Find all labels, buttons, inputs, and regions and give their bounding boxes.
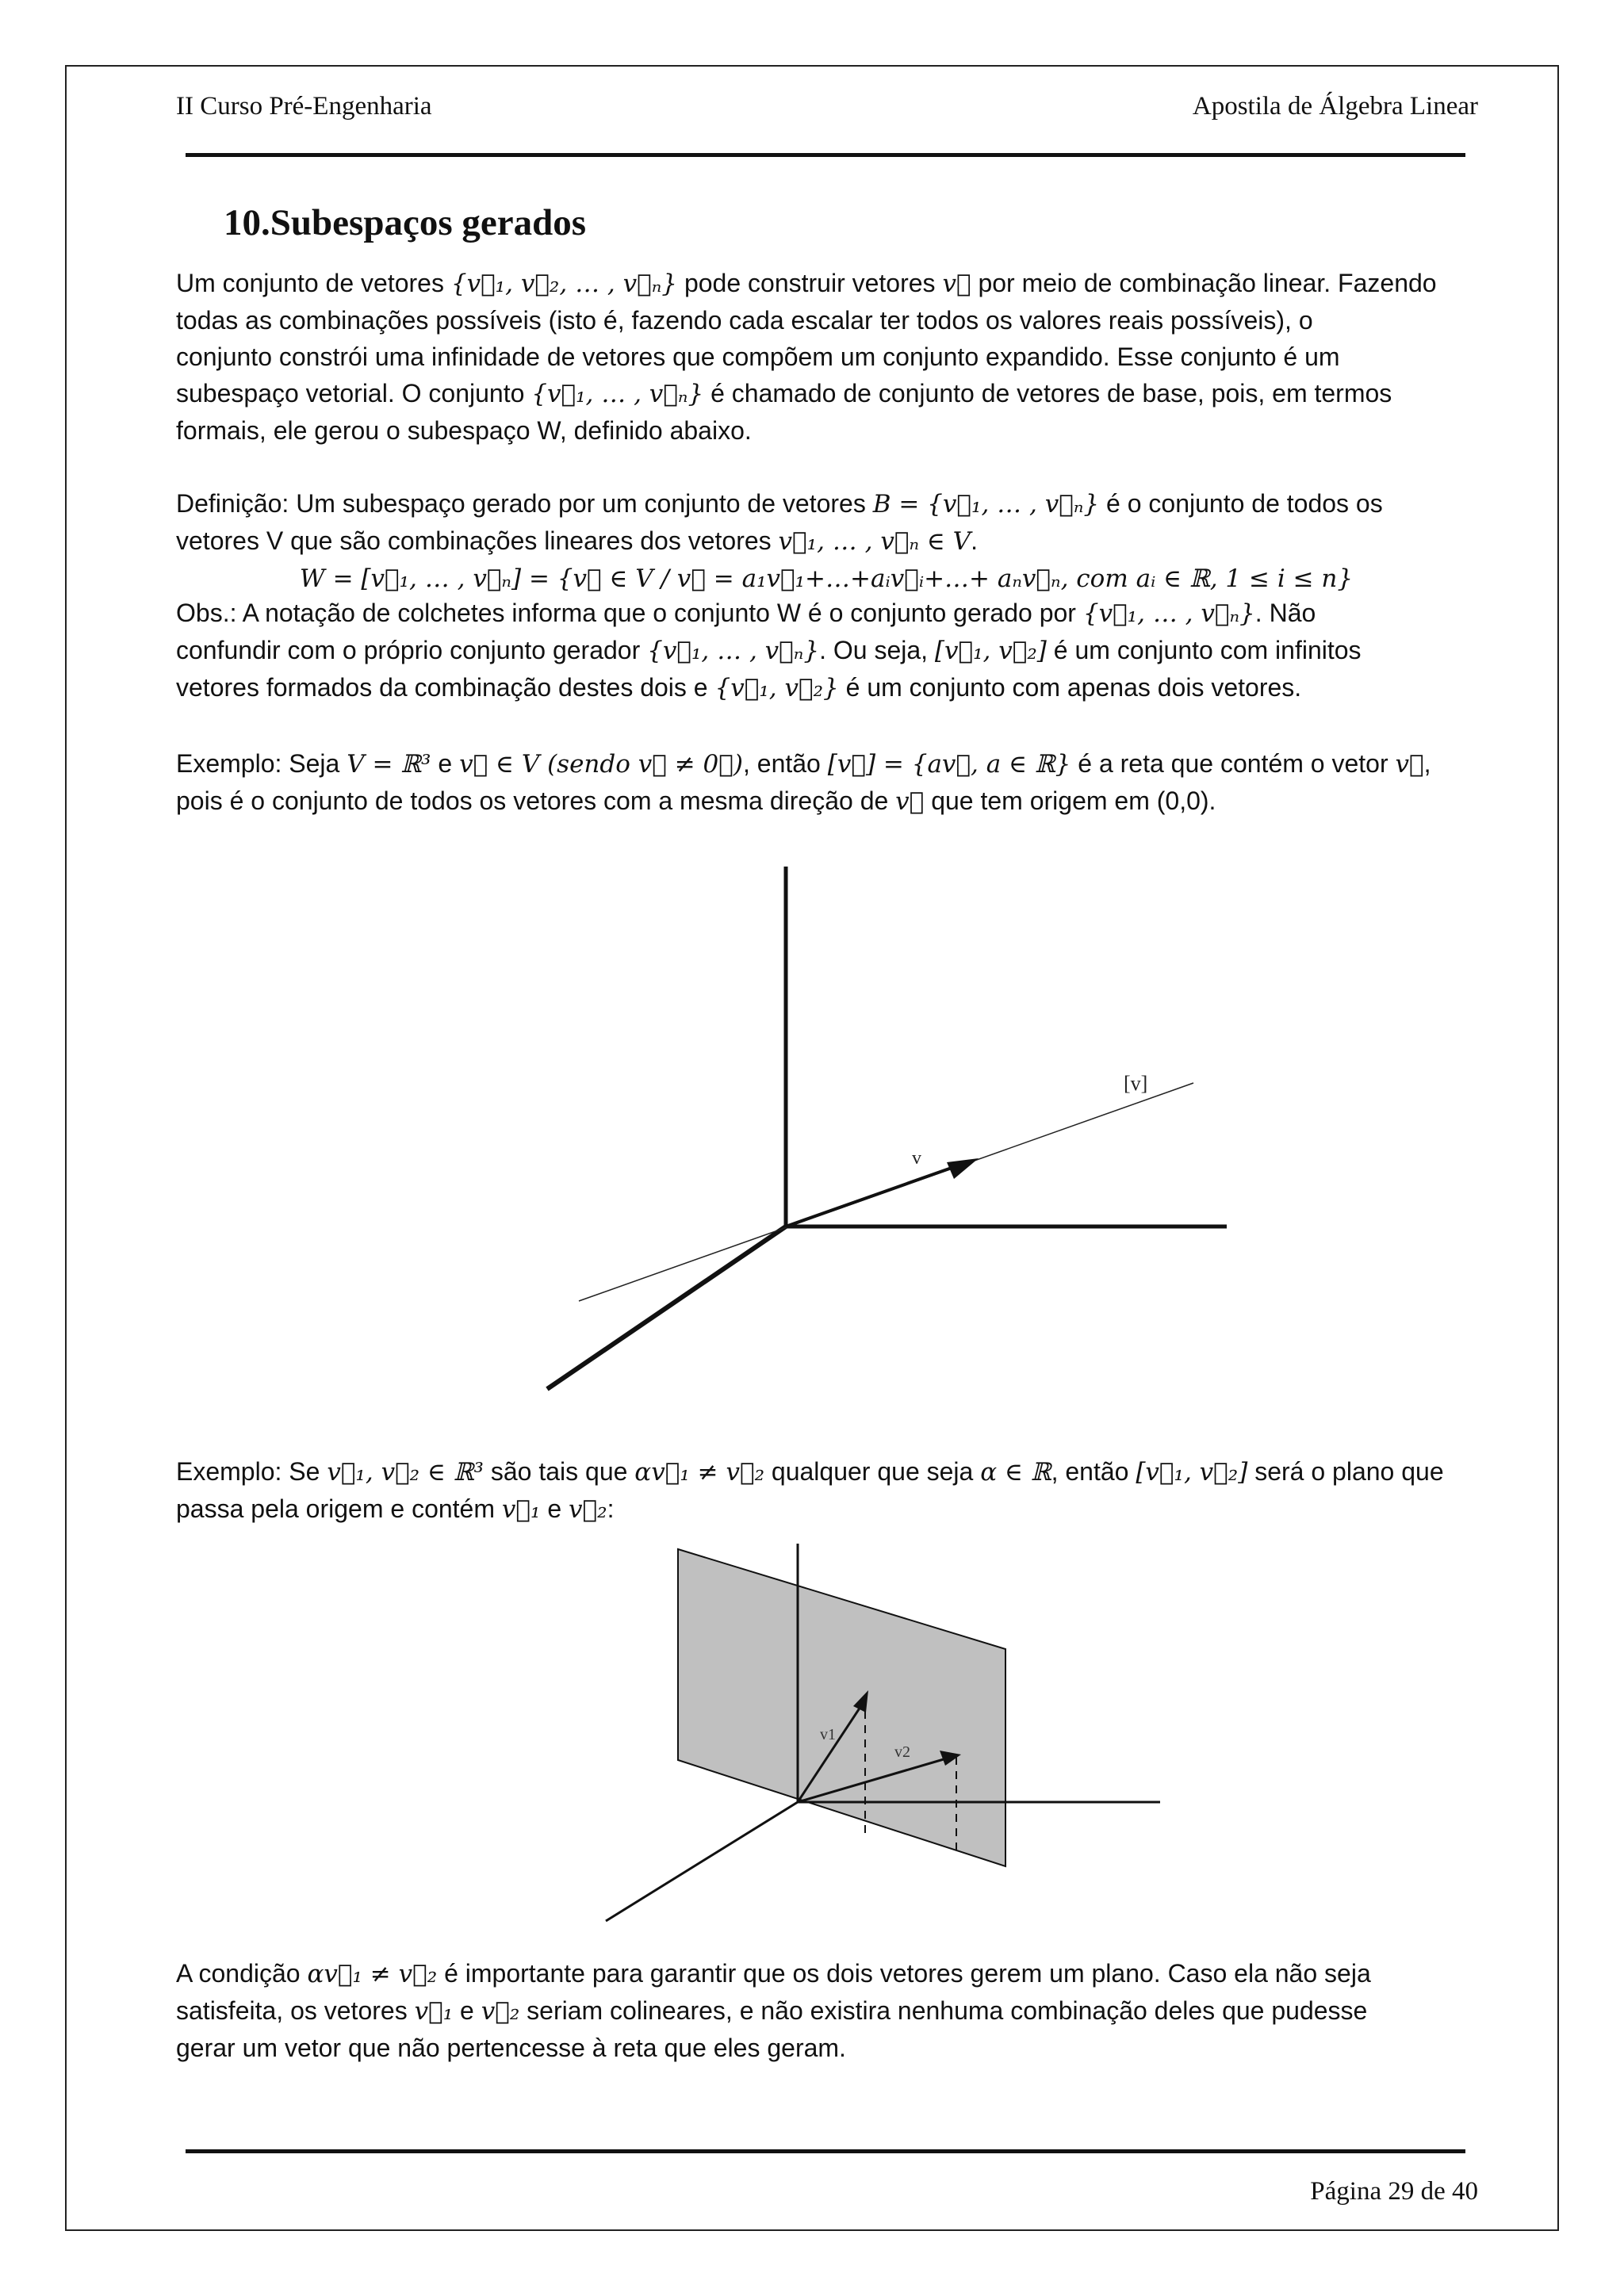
vector-v1-label: v1	[820, 1726, 836, 1743]
header-course-title: II Curso Pré-Engenharia	[176, 92, 432, 121]
conclusion-paragraph	[176, 1955, 1477, 2066]
example2-line-2: passa pela origem e contém v⃗₁ e v⃗₂:	[176, 1494, 615, 1524]
conclusion-line-2: satisfeita, os vetores v⃗₁ e v⃗₂ seriam colineares, e não existira nenhuma combinação deles que pudesse	[176, 1996, 1368, 2026]
definition-line-2: vetores V que são combinações lineares dos vetores v⃗₁, … , v⃗ₙ ∈ V.	[176, 526, 978, 556]
intro-line-1: Um conjunto de vetores {v⃗₁, v⃗₂, … , v⃗ₙ} pode construir vetores v⃗ por meio de combinação linear. Fazendo	[176, 269, 1437, 298]
page-number: Página 29 de 40	[1310, 2177, 1478, 2206]
section-title: 10.Subespaços gerados	[224, 202, 587, 243]
obs-line-2: confundir com o próprio conjunto gerador {v⃗₁, … , v⃗ₙ}. Ou seja, [v⃗₁, v⃗₂] é um conjunto com infinitos	[176, 636, 1362, 665]
axis-x	[606, 1802, 798, 1921]
vector-v-label: v	[912, 1148, 921, 1169]
conclusion-line-1: A condição αv⃗₁ ≠ v⃗₂ é importante para garantir que os dois vetores gerem um plano. Caso ela não seja	[176, 1959, 1371, 1988]
intro-line-3: conjunto constrói uma infinidade de vetores que compõem um conjunto expandido. Esse conjunto é um	[176, 342, 1340, 371]
intro-line-2: todas as combinações possíveis (isto é, fazendo cada escalar ter todos os valores reais possíveis), o	[176, 306, 1313, 335]
vector-v2-label: v2	[894, 1743, 910, 1761]
intro-line-5: formais, ele gerou o subespaço W, definido abaixo.	[176, 416, 752, 445]
intro-line-4: subespaço vetorial. O conjunto {v⃗₁, … , v⃗ₙ} é chamado de conjunto de vetores de base, pois, em termos	[176, 379, 1392, 408]
header-document-title: Apostila de Álgebra Linear	[1192, 92, 1478, 121]
definition-line-1: Definição: Um subespaço gerado por um conjunto de vetores B = {v⃗₁, … , v⃗ₙ} é o conjunto de todos os	[176, 489, 1383, 519]
footer-rule	[186, 2149, 1465, 2153]
span-formula: W = [v⃗₁, … , v⃗ₙ] = {v⃗ ∈ V / v⃗ = a₁v⃗₁+…+aᵢv⃗ᵢ+…+ aₙv⃗ₙ, com aᵢ ∈ ℝ, 1 ≤ i ≤ n}	[299, 564, 1354, 593]
example1-line-2: pois é o conjunto de todos os vetores com a mesma direção de v⃗ que tem origem em (0,0).	[176, 786, 1216, 816]
obs-line-3: vetores formados da combinação destes dois e {v⃗₁, v⃗₂} é um conjunto com apenas dois vetores.	[176, 673, 1302, 702]
example1-line-1: Exemplo: Seja V = ℝ³ e v⃗ ∈ V (sendo v⃗ ≠ 0⃗), então [v⃗] = {av⃗, a ∈ ℝ} é a reta que contém o vetor v⃗,	[176, 749, 1431, 779]
conclusion-line-3: gerar um vetor que não pertencesse à reta que eles geram.	[176, 2034, 846, 2062]
example2-line-1: Exemplo: Se v⃗₁, v⃗₂ ∈ ℝ³ são tais que αv⃗₁ ≠ v⃗₂ qualquer que seja α ∈ ℝ, então [v⃗₁, v⃗₂] será o plano que	[176, 1457, 1444, 1487]
obs-line-1: Obs.: A notação de colchetes informa que o conjunto W é o conjunto gerado por {v⃗₁, … , v⃗ₙ}. Não	[176, 599, 1316, 628]
span-line-label: [v]	[1124, 1072, 1148, 1095]
